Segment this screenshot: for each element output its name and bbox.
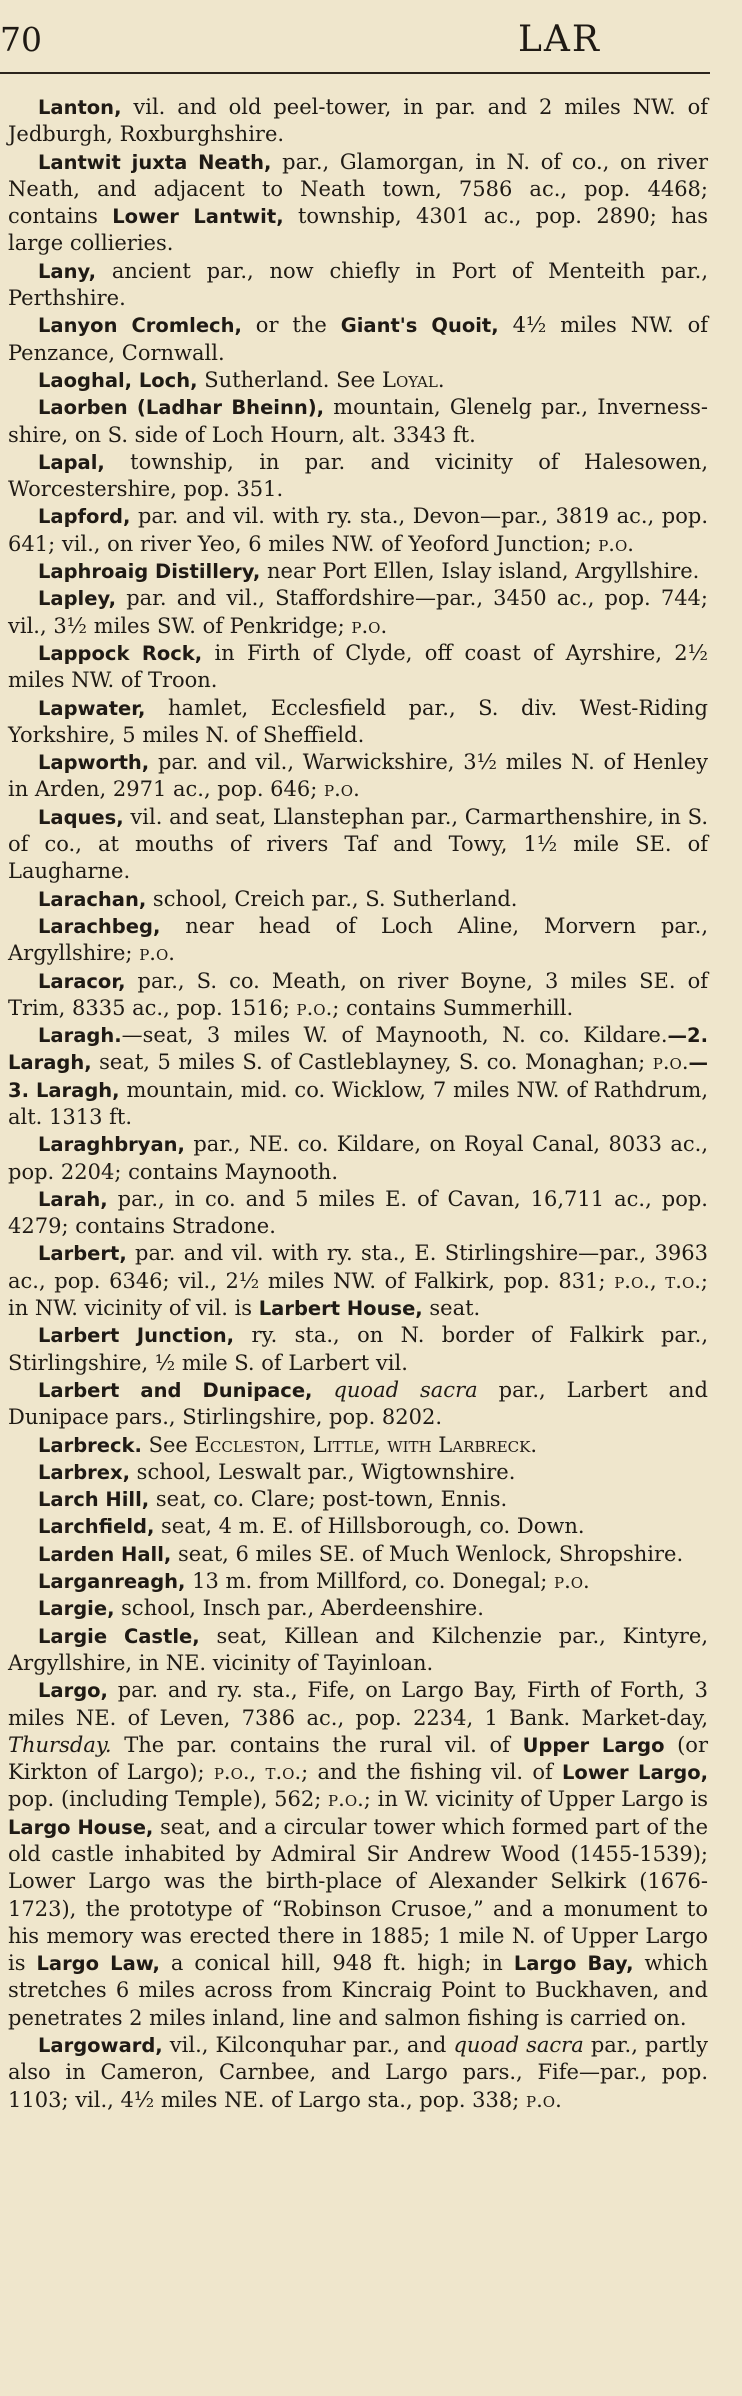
gazetteer-entry [8, 1131, 708, 1186]
entry-headword: Laraghbryan, [38, 1133, 185, 1157]
gazetteer-entry [8, 913, 708, 968]
entry-headword: Laques, [38, 805, 124, 829]
entry-text: seat, co. Clare; post-town, Ennis. [149, 1487, 508, 1512]
gazetteer-entry [8, 585, 708, 640]
entry-text: seat. [422, 1296, 481, 1321]
entry-text: quoad sacra [453, 2033, 584, 2058]
gazetteer-entry [8, 1623, 708, 1678]
gazetteer-entry [8, 1186, 708, 1241]
entry-text: par., S. co. Meath, on river Boyne, 3 miles SE. of Trim, 8335 ac., pop. 1516; [8, 968, 708, 1020]
entry-headword: Laoghal, Loch, [38, 368, 198, 392]
entry-text: township, 4301 ac., pop. 2890; has large collieries. [8, 204, 708, 256]
entry-headword: Lapal, [38, 450, 105, 474]
entry-text: vil. and seat, Llanstephan par., Carmarthenshire, in S. of co., at mouths of rivers Taf and Towy, 1½ mile SE. of Laugharne. [8, 804, 708, 884]
entry-text: vil. and old peel-tower, in par. and 2 miles NW. of Jedburgh, Roxburghshire. [8, 95, 708, 147]
entry-text: par. and vil., Staffordshire—par., 3450 ac., pop. 744; vil., 3½ miles SW. of Penkridge; [8, 586, 708, 638]
entry-headword: Laracor, [38, 969, 126, 993]
gazetteer-entry [8, 312, 708, 367]
gazetteer-entry [8, 149, 708, 258]
entry-text: par. and ry. sta., Fife, on Largo Bay, Firth of Forth, 3 miles NE. of Leven, 7386 ac., pop. 2234, 1 Bank. Market-day, [8, 1678, 708, 1730]
gazetteer-entry [8, 2032, 708, 2114]
entry-headword: Lapworth, [38, 751, 150, 775]
entry-text: p.o. [296, 995, 333, 1020]
entry-text: p.o. [652, 1050, 689, 1075]
entry-text: Sutherland. See [197, 367, 383, 392]
entry-headword: Largoward, [38, 2034, 163, 2058]
gazetteer-entry [8, 94, 708, 149]
gazetteer-entry [8, 1677, 708, 2032]
entry-text: p.o. [526, 2087, 562, 2112]
entry-text: vil., Kilconquhar par., and [162, 2033, 454, 2058]
gazetteer-entry [8, 1240, 708, 1322]
entry-headword: Larbrex, [38, 1460, 130, 1484]
gazetteer-entry [8, 1513, 708, 1540]
gazetteer-entry [8, 1377, 708, 1432]
page-number: 70 [0, 20, 42, 59]
entry-headword: Larbreck. [38, 1433, 142, 1457]
entry-headword: Giant's Quoit, [340, 314, 499, 338]
entry-headword: Lany, [38, 259, 97, 283]
entry-text: p.o. [351, 613, 388, 638]
entry-text: seat, Killean and Kilchenzie par., Kintyre, Argyllshire, in NE. vicinity of Tayinloan. [8, 1623, 708, 1675]
gazetteer-entry [8, 258, 708, 313]
entry-headword: Larachbeg, [38, 914, 161, 938]
entry-text: near Port Ellen, Islay island, Argyllshire. [260, 559, 700, 584]
gazetteer-entry [8, 886, 708, 913]
entry-headword: —2. Laragh, [8, 1024, 708, 1075]
gazetteer-entry [8, 749, 708, 804]
entry-text: quoad sacra [333, 1377, 478, 1402]
entry-text: mountain, mid. co. Wicklow, 7 miles NW. of Rathdrum, alt. 1313 ft. [8, 1077, 708, 1129]
gazetteer-entry [8, 1541, 708, 1568]
gazetteer-entry [8, 640, 708, 695]
entry-text: (or Kirkton of Largo); [8, 1732, 708, 1785]
entry-text: or the [241, 313, 341, 338]
entry-text: par. and vil., Warwickshire, 3½ miles N. of Henley in Arden, 2971 ac., pop. 646; [8, 750, 708, 802]
header-rule [0, 72, 710, 74]
entry-text: Eccleston, Little, with Larbreck. [194, 1432, 537, 1457]
entry-text: ; in W. vicinity of Upper Largo is [363, 1787, 708, 1812]
entry-headword: Larbert Junction, [38, 1324, 235, 1348]
entry-text: Thursday. [8, 1732, 112, 1757]
entry-headword: Lapwater, [38, 696, 146, 720]
entry-headword: Lower Lantwit, [112, 205, 284, 229]
entry-headword: Upper Largo [522, 1733, 665, 1757]
entry-text: p.o. [139, 941, 175, 966]
entry-text: school, Insch par., Aberdeenshire. [114, 1596, 484, 1621]
entry-headword: Laorben (Ladhar Bheinn), [38, 396, 325, 420]
entry-text: ; in NW. vicinity of vil. is [8, 1268, 708, 1321]
entry-headword: Larah, [38, 1187, 108, 1211]
entry-text: Loyal. [382, 367, 445, 392]
entry-text: which stretches 6 miles across from Kincraig Point to Buckhaven, and penetrates 2 miles inland, line and salmon fishing is carried on. [8, 1951, 708, 2030]
gazetteer-entry [8, 804, 708, 886]
entry-headword: Largo House, [8, 1815, 154, 1839]
entry-headword: Larbert House, [258, 1297, 423, 1321]
gazetteer-entry [8, 968, 708, 1023]
entry-text: par., partly also in Cameron, Carnbee, and Largo pars., Fife—par., pop. 1103; vil., 4½ miles NE. of Largo sta., pop. 338; [8, 2033, 708, 2112]
entry-text: par., NE. co. Kildare, on Royal Canal, 8033 ac., pop. 2204; contains Maynooth. [8, 1132, 708, 1184]
entry-text: school, Creich par., S. Sutherland. [146, 886, 518, 911]
entry-text: pop. (including Temple), 562; [8, 1787, 329, 1812]
entry-text: 13 m. from Millford, co. Donegal; [185, 1569, 554, 1594]
entry-text: township, in par. and vicinity of Halesowen, Worcestershire, pop. 351. [8, 449, 708, 502]
gazetteer-entry [8, 449, 708, 504]
entry-headword: Laragh. [38, 1024, 122, 1048]
entry-text: The par. contains the rural vil. of [111, 1732, 523, 1757]
gazetteer-entry [8, 695, 708, 750]
entry-text: 4½ miles NW. of Penzance, Cornwall. [8, 313, 708, 365]
entry-headword: Largie, [38, 1597, 115, 1621]
entry-text: ; and the fishing vil. of [301, 1760, 562, 1785]
entry-text: ry. sta., on N. border of Falkirk par., Stirlingshire, ½ mile S. of Larbert vil. [8, 1323, 708, 1375]
entry-text: See [141, 1432, 195, 1457]
entry-headword: Lower Largo, [562, 1761, 709, 1785]
entry-headword: Larganreagh, [38, 1570, 186, 1594]
gazetteer-entry [8, 367, 708, 394]
entry-text: par., Glamorgan, in N. of co., on river Neath, and adjacent to Neath town, 7586 ac., pop. 4468; contains [8, 149, 708, 229]
page-header [0, 20, 742, 68]
entries-column [8, 94, 708, 2114]
entry-headword: Lapley, [38, 587, 117, 611]
entry-headword: Larchfield, [38, 1515, 155, 1539]
entry-headword: Larden Hall, [38, 1542, 172, 1566]
entry-headword: Larbert, [38, 1242, 127, 1266]
entry-text: seat, and a circular tower which formed part of the old castle inhabited by Admiral Sir Andrew Wood (1455-1539); Lower Largo was the birth-place of Alexander Selkirk (1676-1723), the prototype of “Robinson Crusoe,” and a monument to his memory was erected there in 1885; 1 mile N. of Upper Largo is [8, 1814, 708, 1976]
entry-text: ancient par., now chiefly in Port of Menteith par., Perthshire. [8, 258, 708, 311]
entry-text: near head of Loch Aline, Morvern par., Argyllshire; [8, 913, 708, 966]
gazetteer-entry [8, 1322, 708, 1377]
gazetteer-entry [8, 1486, 708, 1513]
entry-text: a conical hill, 948 ft. high; in [159, 1951, 514, 1976]
gazetteer-entry [8, 558, 708, 585]
entry-text: seat, 6 miles SE. of Much Wenlock, Shropshire. [171, 1541, 684, 1566]
entry-text: school, Leswalt par., Wigtownshire. [130, 1459, 516, 1484]
running-head: LAR [518, 19, 602, 60]
gazetteer-entry [8, 503, 708, 558]
gazetteer-entry [8, 1432, 708, 1459]
entry-text: par., in co. and 5 miles E. of Cavan, 16,711 ac., pop. 4279; contains Stradone. [8, 1186, 708, 1239]
entry-text: p.o., t.o. [213, 1760, 302, 1785]
entry-headword: Laphroaig Distillery, [38, 560, 261, 584]
entry-headword: Lappock Rock, [38, 641, 203, 665]
gazetteer-entry [8, 1022, 708, 1131]
entry-text: seat, 4 m. E. of Hillsborough, co. Down. [154, 1514, 585, 1539]
entry-text: mountain, Glenelg par., Inverness-shire, on S. side of Loch Hourn, alt. 3343 ft. [8, 395, 709, 447]
gazetteer-entry [8, 1595, 708, 1622]
entry-headword: Lantwit juxta Neath, [38, 150, 272, 174]
entry-text: p.o., t.o. [614, 1268, 701, 1293]
entry-text: p.o. [598, 531, 634, 556]
entry-headword: Lapford, [38, 505, 131, 529]
entry-headword: Larbert and Dunipace, [38, 1378, 313, 1402]
entry-headword: Largo Law, [36, 1952, 160, 1976]
entry-text [312, 1378, 333, 1402]
gazetteer-entry [8, 394, 708, 449]
entry-headword: Largo Bay, [513, 1952, 634, 1976]
gazetteer-entry [8, 1568, 708, 1595]
entry-text: hamlet, Ecclesfield par., S. div. West-Riding Yorkshire, 5 miles N. of Sheffield. [8, 695, 708, 747]
gazetteer-entry [8, 1459, 708, 1486]
entry-text: p.o. [324, 777, 360, 802]
entry-headword: Largie Castle, [38, 1624, 200, 1648]
entry-text: seat, 5 miles S. of Castleblayney, S. co. Monaghan; [91, 1050, 653, 1075]
entry-text: p.o. [553, 1569, 590, 1594]
entry-headword: Larachan, [38, 887, 147, 911]
entry-headword: —3. Laragh, [8, 1051, 708, 1102]
entry-text: in Firth of Clyde, off coast of Ayrshire, 2½ miles NW. of Troon. [8, 640, 708, 693]
entry-text: —seat, 3 miles W. of Maynooth, N. co. Kildare. [121, 1023, 668, 1048]
entry-text: ; contains Summerhill. [332, 995, 574, 1020]
entry-headword: Lanyon Cromlech, [38, 314, 242, 338]
entry-headword: Larch Hill, [38, 1488, 150, 1512]
entry-headword: Largo, [38, 1679, 108, 1703]
entry-text: p.o. [328, 1787, 364, 1812]
entry-headword: Lanton, [38, 96, 122, 119]
entry-text: par. and vil. with ry. sta., Devon—par., 3819 ac., pop. 641; vil., on river Yeo, 6 miles NW. of Yeoford Junction; [8, 504, 708, 556]
entry-text: par. and vil. with ry. sta., E. Stirlingshire—par., 3963 ac., pop. 6346; vil., 2½ miles NW. of Falkirk, pop. 831; [8, 1241, 708, 1293]
entry-text: par., Larbert and Dunipace pars., Stirlingshire, pop. 8202. [8, 1377, 708, 1430]
